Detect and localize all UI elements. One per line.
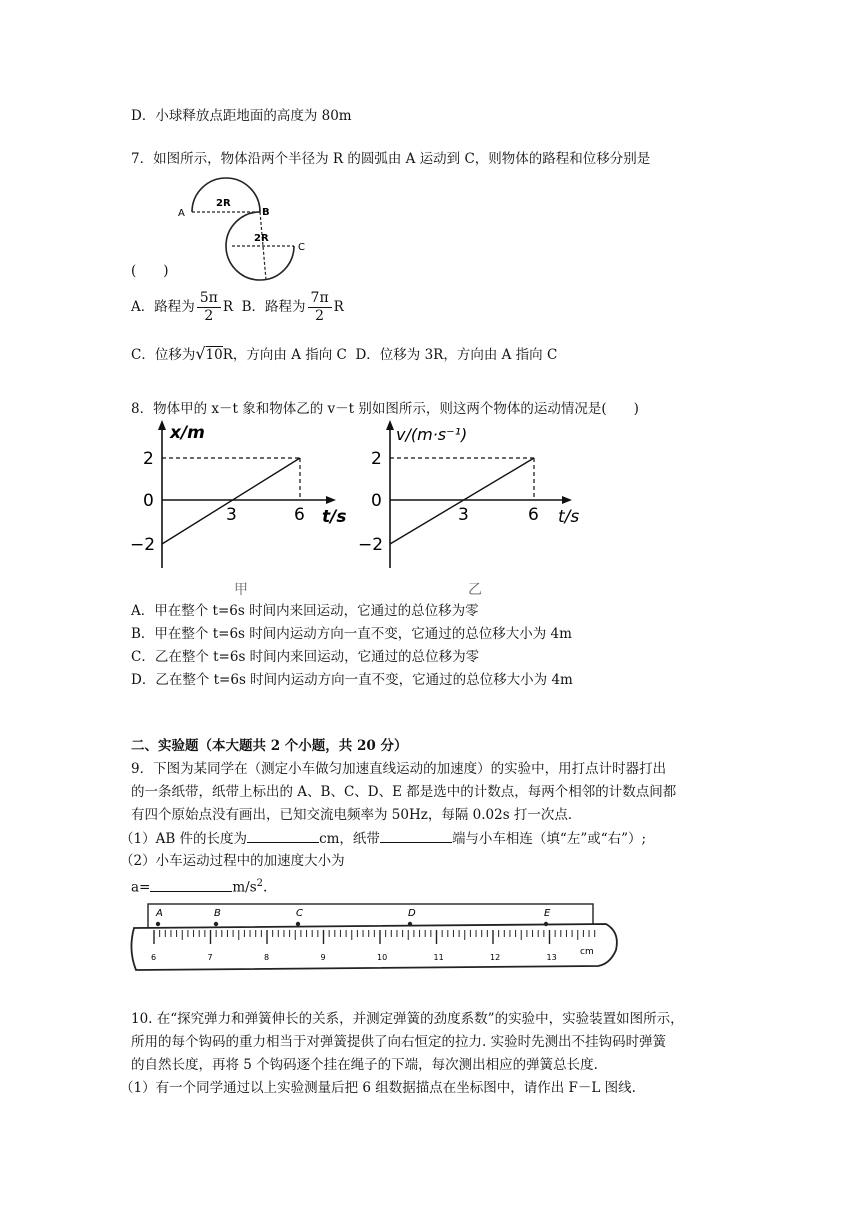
- fraction-numerator: 5π: [197, 290, 221, 308]
- q10-line-1: 10. 在“探究弹力和弹簧伸长的关系，并测定弹簧的劲度系数”的实验中，实验装置如图所示，: [131, 1011, 684, 1027]
- jia-tick-2: 2: [143, 449, 154, 469]
- q7-option-c-suffix: R，方向由 A 指向 C: [222, 347, 347, 363]
- graph-yi: [358, 418, 588, 598]
- point-c-label: C: [298, 242, 305, 253]
- jia-caption: 甲: [234, 582, 248, 598]
- q9-line-3: 有四个原始点没有画出，已知交流电频率为 50Hz，每隔 0.02s 打一次点．: [131, 807, 582, 823]
- yi-tick-neg2: −2: [358, 535, 384, 555]
- q9-line-2: 的一条纸带，纸带上标出的 A、B、C、D、E 都是选中的计数点，每两个相邻的计数点间都: [131, 784, 677, 800]
- tape-point-label: A: [156, 908, 163, 919]
- answer-blank-length[interactable]: [247, 829, 319, 843]
- ruler-unit-label: cm: [580, 947, 594, 957]
- graph-jia: [130, 418, 350, 598]
- q6-option-d: D．小球释放点距地面的高度为 80m: [131, 108, 352, 124]
- ruler-number: 13: [546, 953, 557, 962]
- yi-tick-2: 2: [371, 449, 382, 469]
- q9-sub2-answer: [131, 875, 267, 897]
- yi-x-axis-label: t/s: [558, 507, 580, 527]
- q8-option-d: D．乙在整个 t=6s 时间内运动方向一直不变，它通过的总位移大小为 4m: [131, 672, 573, 688]
- ruler-figure: [128, 902, 628, 982]
- q8-option-b: B．甲在整个 t=6s 时间内运动方向一直不变，它通过的总位移大小为 4m: [131, 626, 572, 642]
- tape-point-label: E: [544, 908, 551, 919]
- q10-line-3: 的自然长度，再将 5 个钩码逐个挂在绳子的下端，每次测出相应的弹簧总长度.: [131, 1057, 598, 1073]
- q7-option-b-unit: R: [333, 299, 344, 315]
- q8-option-a: A．甲在整个 t=6s 时间内来回运动，它通过的总位移为零: [131, 603, 479, 619]
- answer-prefix: a=: [131, 879, 151, 896]
- q7-arc-figure: [170, 170, 320, 290]
- q10-line-2: 所用的每个钩码的重力相当于对弹簧提供了向右恒定的拉力. 实验时先测出不挂钩码时弹簧: [131, 1034, 667, 1050]
- jia-tick-3: 3: [226, 505, 237, 525]
- sqrt-symbol: √: [195, 344, 206, 363]
- mid-radius-label: 2R: [254, 233, 269, 244]
- q9-sub1-text-b: cm，纸带: [319, 831, 380, 847]
- q7-option-d: D．位移为 3R，方向由 A 指向 C: [355, 347, 558, 363]
- q10-sub1: （1）有一个同学通过以上实验测量后把 6 组数据描点在坐标图中，请作出 F－L 图线.: [120, 1080, 636, 1096]
- ruler-number: 7: [207, 953, 213, 962]
- q9-sub1-text-a: （1）AB 件的长度为: [120, 831, 248, 847]
- ruler-number: 6: [151, 953, 157, 962]
- section-title: 二、实验题（本大题共 2 个小题，共 20 分）: [131, 738, 408, 754]
- ruler-number: 10: [377, 953, 388, 962]
- jia-tick-6: 6: [294, 505, 305, 525]
- answer-blank-acceleration[interactable]: [150, 878, 232, 892]
- q7-stem: 7．如图所示，物体沿两个半径为 R 的圆弧由 A 运动到 C，则物体的路程和位移分别是: [131, 151, 651, 167]
- q9-sub1: [120, 829, 646, 848]
- top-radius-label: 2R: [216, 198, 231, 209]
- ruler-number: 12: [490, 953, 501, 962]
- jia-tick-0: 0: [143, 491, 154, 511]
- q7-option-a-prefix: A．路程为: [131, 299, 195, 315]
- ruler-number: 11: [433, 953, 444, 962]
- tape-point-label: C: [296, 908, 303, 919]
- q9-sub1-text-c: 端与小车相连（填“左”或“右”）;: [451, 831, 647, 847]
- radicand: 10: [205, 347, 223, 363]
- q7-option-b-fraction: [308, 290, 332, 325]
- q9-line-1: 9．下图为某同学在（测定小车做匀加速直线运动的加速度）的实验中，用打点计时器打出: [131, 761, 667, 777]
- jia-x-axis-label: t/s: [322, 507, 347, 527]
- jia-y-axis-label: x/m: [170, 423, 205, 443]
- point-b-label: B: [262, 207, 270, 218]
- answer-blank-side[interactable]: [380, 829, 452, 843]
- tape-dot: [296, 922, 300, 926]
- tape-dot: [544, 922, 548, 926]
- q8-stem: 8．物体甲的 x－t 象和物体乙的 v－t 别如图所示，则这两个物体的运动情况是( ): [131, 401, 639, 417]
- q7-options-ab: [131, 288, 344, 328]
- yi-y-axis-label: v/(m·s⁻¹): [396, 425, 468, 444]
- fraction-denominator: 2: [204, 308, 214, 324]
- answer-period: .: [263, 879, 268, 896]
- q7-options-cd: [131, 345, 557, 364]
- yi-tick-3: 3: [458, 505, 469, 525]
- fraction-numerator: 7π: [308, 290, 332, 308]
- q7-paren: ( ): [131, 263, 169, 279]
- q7-option-c-prefix: C．位移为: [131, 347, 196, 363]
- answer-unit-exponent: 2: [256, 878, 264, 889]
- q7-option-b-prefix: B．路程为: [241, 299, 306, 315]
- yi-tick-6: 6: [528, 505, 539, 525]
- q9-sub2: （2）小车运动过程中的加速度大小为: [120, 853, 345, 869]
- jia-tick-neg2: −2: [130, 535, 156, 555]
- yi-caption: 乙: [468, 582, 482, 598]
- yi-tick-0: 0: [371, 491, 382, 511]
- q7-option-a-unit: R: [222, 299, 234, 315]
- tape-dot: [214, 922, 218, 926]
- tape-dot: [156, 922, 160, 926]
- fraction-denominator: 2: [315, 308, 325, 324]
- tape-point-label: B: [214, 908, 221, 919]
- answer-unit: m/s: [232, 879, 257, 896]
- tape-dot: [408, 922, 412, 926]
- ruler-number: 9: [320, 953, 326, 962]
- ruler-number: 8: [264, 953, 270, 962]
- point-a-label: A: [178, 208, 185, 219]
- q7-option-a-fraction: [197, 290, 221, 325]
- q8-option-c: C．乙在整个 t=6s 时间内来回运动，它通过的总位移为零: [131, 649, 480, 665]
- tape-point-label: D: [408, 908, 416, 919]
